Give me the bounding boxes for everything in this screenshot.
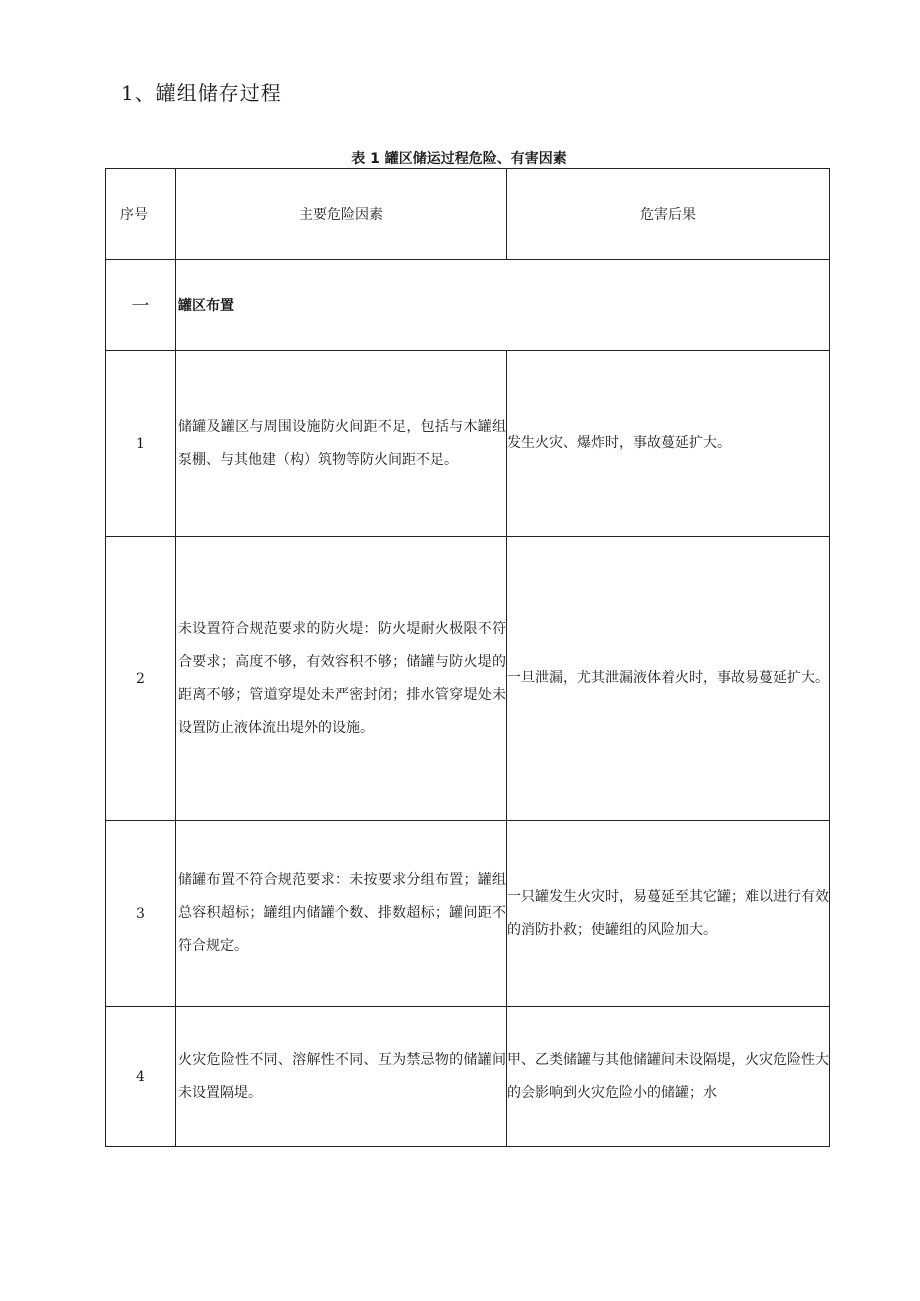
header-no: 序号 bbox=[106, 169, 176, 260]
row-no: 3 bbox=[106, 821, 176, 1007]
hazard-table bbox=[105, 168, 830, 1147]
row-factors: 未设置符合规范要求的防火堤：防火堤耐火极限不符合要求；高度不够，有效容积不够；储罐与防火堤的距离不够；管道穿堤处未严密封闭；排水管穿堤处未设置防止液体流出堤外的设施。 bbox=[176, 537, 507, 821]
section-title: 罐区布置 bbox=[176, 260, 830, 351]
row-consequences: 发生火灾、爆炸时，事故蔓延扩大。 bbox=[507, 351, 830, 537]
header-consequences: 危害后果 bbox=[507, 169, 830, 260]
table-row bbox=[106, 1007, 830, 1147]
row-factors: 火灾危险性不同、溶解性不同、互为禁忌物的储罐间未设置隔堤。 bbox=[176, 1007, 507, 1147]
section-row bbox=[106, 260, 830, 351]
header-factors: 主要危险因素 bbox=[176, 169, 507, 260]
table-caption: 表 1 罐区储运过程危险、有害因素 bbox=[351, 151, 567, 167]
table-row bbox=[106, 537, 830, 821]
row-factors: 储罐布置不符合规范要求：未按要求分组布置；罐组总容积超标；罐组内储罐个数、排数超标；罐间距不符合规定。 bbox=[176, 821, 507, 1007]
section-heading: 1、罐组储存过程 bbox=[121, 81, 282, 105]
table-row bbox=[106, 821, 830, 1007]
row-consequences: 甲、乙类储罐与其他储罐间未设隔堤，火灾危险性大的会影响到火灾危险小的储罐；水 bbox=[507, 1007, 830, 1147]
row-consequences: 一旦泄漏，尤其泄漏液体着火时，事故易蔓延扩大。 bbox=[507, 537, 830, 821]
row-consequences: 一只罐发生火灾时，易蔓延至其它罐；难以进行有效的消防扑救；使罐组的风险加大。 bbox=[507, 821, 830, 1007]
section-no: 一 bbox=[106, 260, 176, 351]
row-factors: 储罐及罐区与周围设施防火间距不足，包括与木罐组泵棚、与其他建（构）筑物等防火间距不足。 bbox=[176, 351, 507, 537]
table-row bbox=[106, 351, 830, 537]
table-header-row bbox=[106, 169, 830, 260]
row-no: 1 bbox=[106, 351, 176, 537]
row-no: 4 bbox=[106, 1007, 176, 1147]
row-no: 2 bbox=[106, 537, 176, 821]
